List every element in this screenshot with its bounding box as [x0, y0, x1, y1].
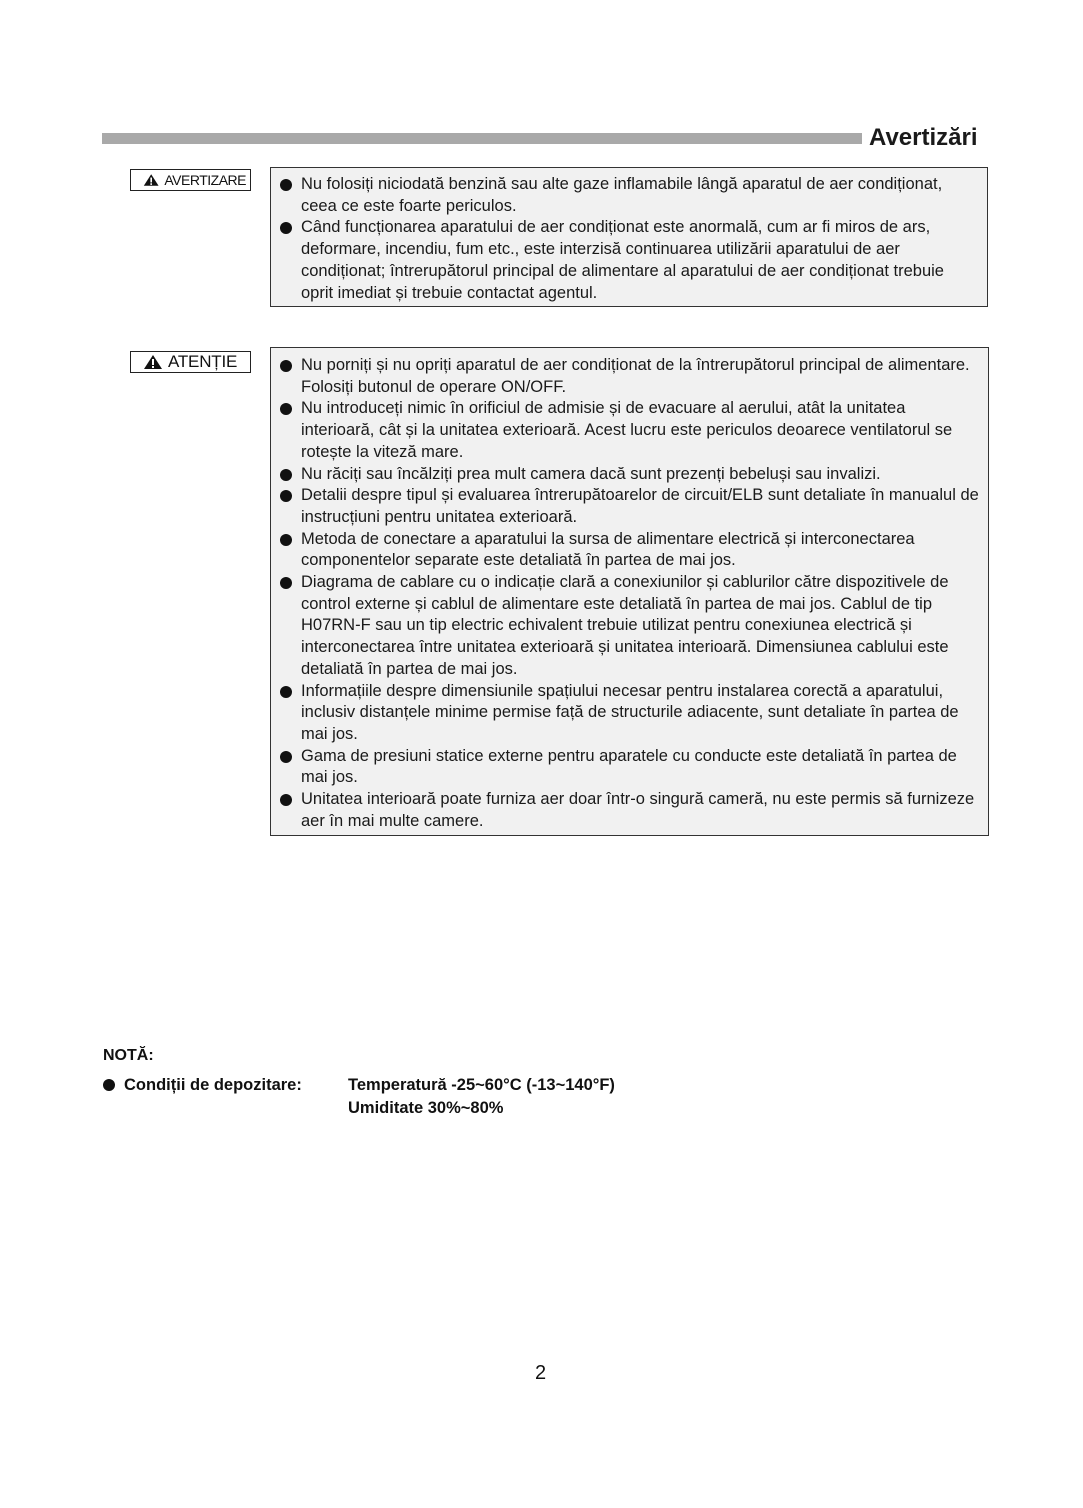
storage-temperature: Temperatură -25~60°C (-13~140°F) [348, 1076, 615, 1094]
caution-panel [270, 347, 989, 836]
list-item-text: Nu folosiți niciodată benzină sau alte gaze inflamabile lângă aparatul de aer condiționat, ceea ce este foarte periculos. [301, 175, 943, 215]
page-number: 2 [535, 1362, 547, 1384]
bullet-icon [280, 360, 292, 372]
bullet-icon [280, 469, 292, 481]
warning-label-text: AVERTIZARE [164, 172, 246, 188]
bullet-icon [280, 490, 292, 502]
caution-label-text: ATENȚIE [168, 352, 238, 371]
list-item-text: Nu răciți sau încălziți prea mult camera dacă sunt prezenți bebeluși sau invalizi. [301, 464, 881, 483]
bullet-icon [280, 751, 292, 763]
bullet-icon [280, 577, 292, 589]
list-item [279, 529, 982, 572]
bullet-icon [280, 403, 292, 415]
list-item-text: Gama de presiuni statice externe pentru aparatele cu conducte este detaliată în partea de mai jos. [301, 746, 957, 787]
page-title: Avertizări [869, 124, 978, 151]
list-item-text: Informațiile despre dimensiunile spațiului necesar pentru instalarea corectă a aparatului, inclusiv distanțele minime permise față de structurile adiacente, sunt detaliate în partea de mai jos. [301, 681, 959, 743]
list-item [279, 746, 982, 789]
list-item-text: Nu porniți și nu opriți aparatul de aer condiționat de la întrerupătorul principal de alimentare. Folosiți butonul de operare ON/OFF. [301, 356, 970, 396]
list-item-text: Metoda de conectare a aparatului la sursa de alimentare electrică și interconectarea componentelor separate este detaliată în partea de mai jos. [301, 529, 915, 570]
list-item-text: Unitatea interioară poate furniza aer doar într-o singură cameră, nu este permis să furnizeze aer în mai multe camere. [301, 790, 975, 830]
list-item [279, 217, 979, 304]
bullet-icon [280, 686, 292, 698]
bullet-icon [280, 222, 292, 234]
note-title: NOTĂ: [103, 1047, 154, 1064]
list-item-text: Diagrama de cablare cu o indicație clară a conexiunilor și cablurilor către dispozitivele de control externe și cablul de alimentare este detaliată în partea de mai jos. Cablul de tip H07RN-F sau un tip electric echivalent trebuie utilizat pentru conexiunea electrică și interconectarea între unitatea exterioară și unitatea interioară. Dimensiunea cablului este detaliată în partea de mai jos. [301, 573, 949, 678]
list-item [279, 174, 979, 217]
list-item-text: Detalii despre tipul și evaluarea întrerupătoarelor de circuit/ELB sunt detaliate în manualul de instrucțiuni pentru unitatea exterioară. [301, 486, 979, 526]
list-item [279, 572, 982, 681]
storage-label: Condiții de depozitare: [124, 1076, 302, 1094]
bullet-icon [280, 794, 292, 806]
list-item [279, 485, 982, 528]
bullet-icon [280, 534, 292, 546]
list-item [279, 789, 982, 832]
list-item [279, 398, 982, 463]
bullet-icon [280, 179, 292, 191]
warning-triangle-icon [143, 354, 163, 370]
storage-values [348, 1074, 615, 1120]
list-item [279, 464, 982, 486]
header-rule [102, 133, 862, 144]
warning-panel [270, 167, 988, 307]
warning-triangle-icon [143, 172, 159, 188]
list-item [279, 355, 982, 398]
list-item [279, 681, 982, 746]
storage-conditions [103, 1076, 615, 1120]
warning-label [130, 169, 251, 191]
bullet-icon [103, 1079, 115, 1091]
list-item-text: Când funcționarea aparatului de aer condiționat este anormală, cum ar fi miros de ars, deformare, incendiu, fum etc., este interzisă continuarea utilizării aparatului de aer condiționat; întrerupătorul principal de alimentare al aparatului de aer condiționat trebuie oprit imediat și trebuie contactat agentul. [301, 218, 944, 302]
storage-humidity: Umiditate 30%~80% [348, 1099, 504, 1117]
list-item-text: Nu introduceți nimic în orificiul de admisie și de evacuare al aerului, atât la unitatea interioară, cât și la unitatea exterioară. Acest lucru este periculos deoarece ventilatorul se rotește la viteză mare. [301, 399, 953, 461]
caution-label [130, 351, 251, 373]
